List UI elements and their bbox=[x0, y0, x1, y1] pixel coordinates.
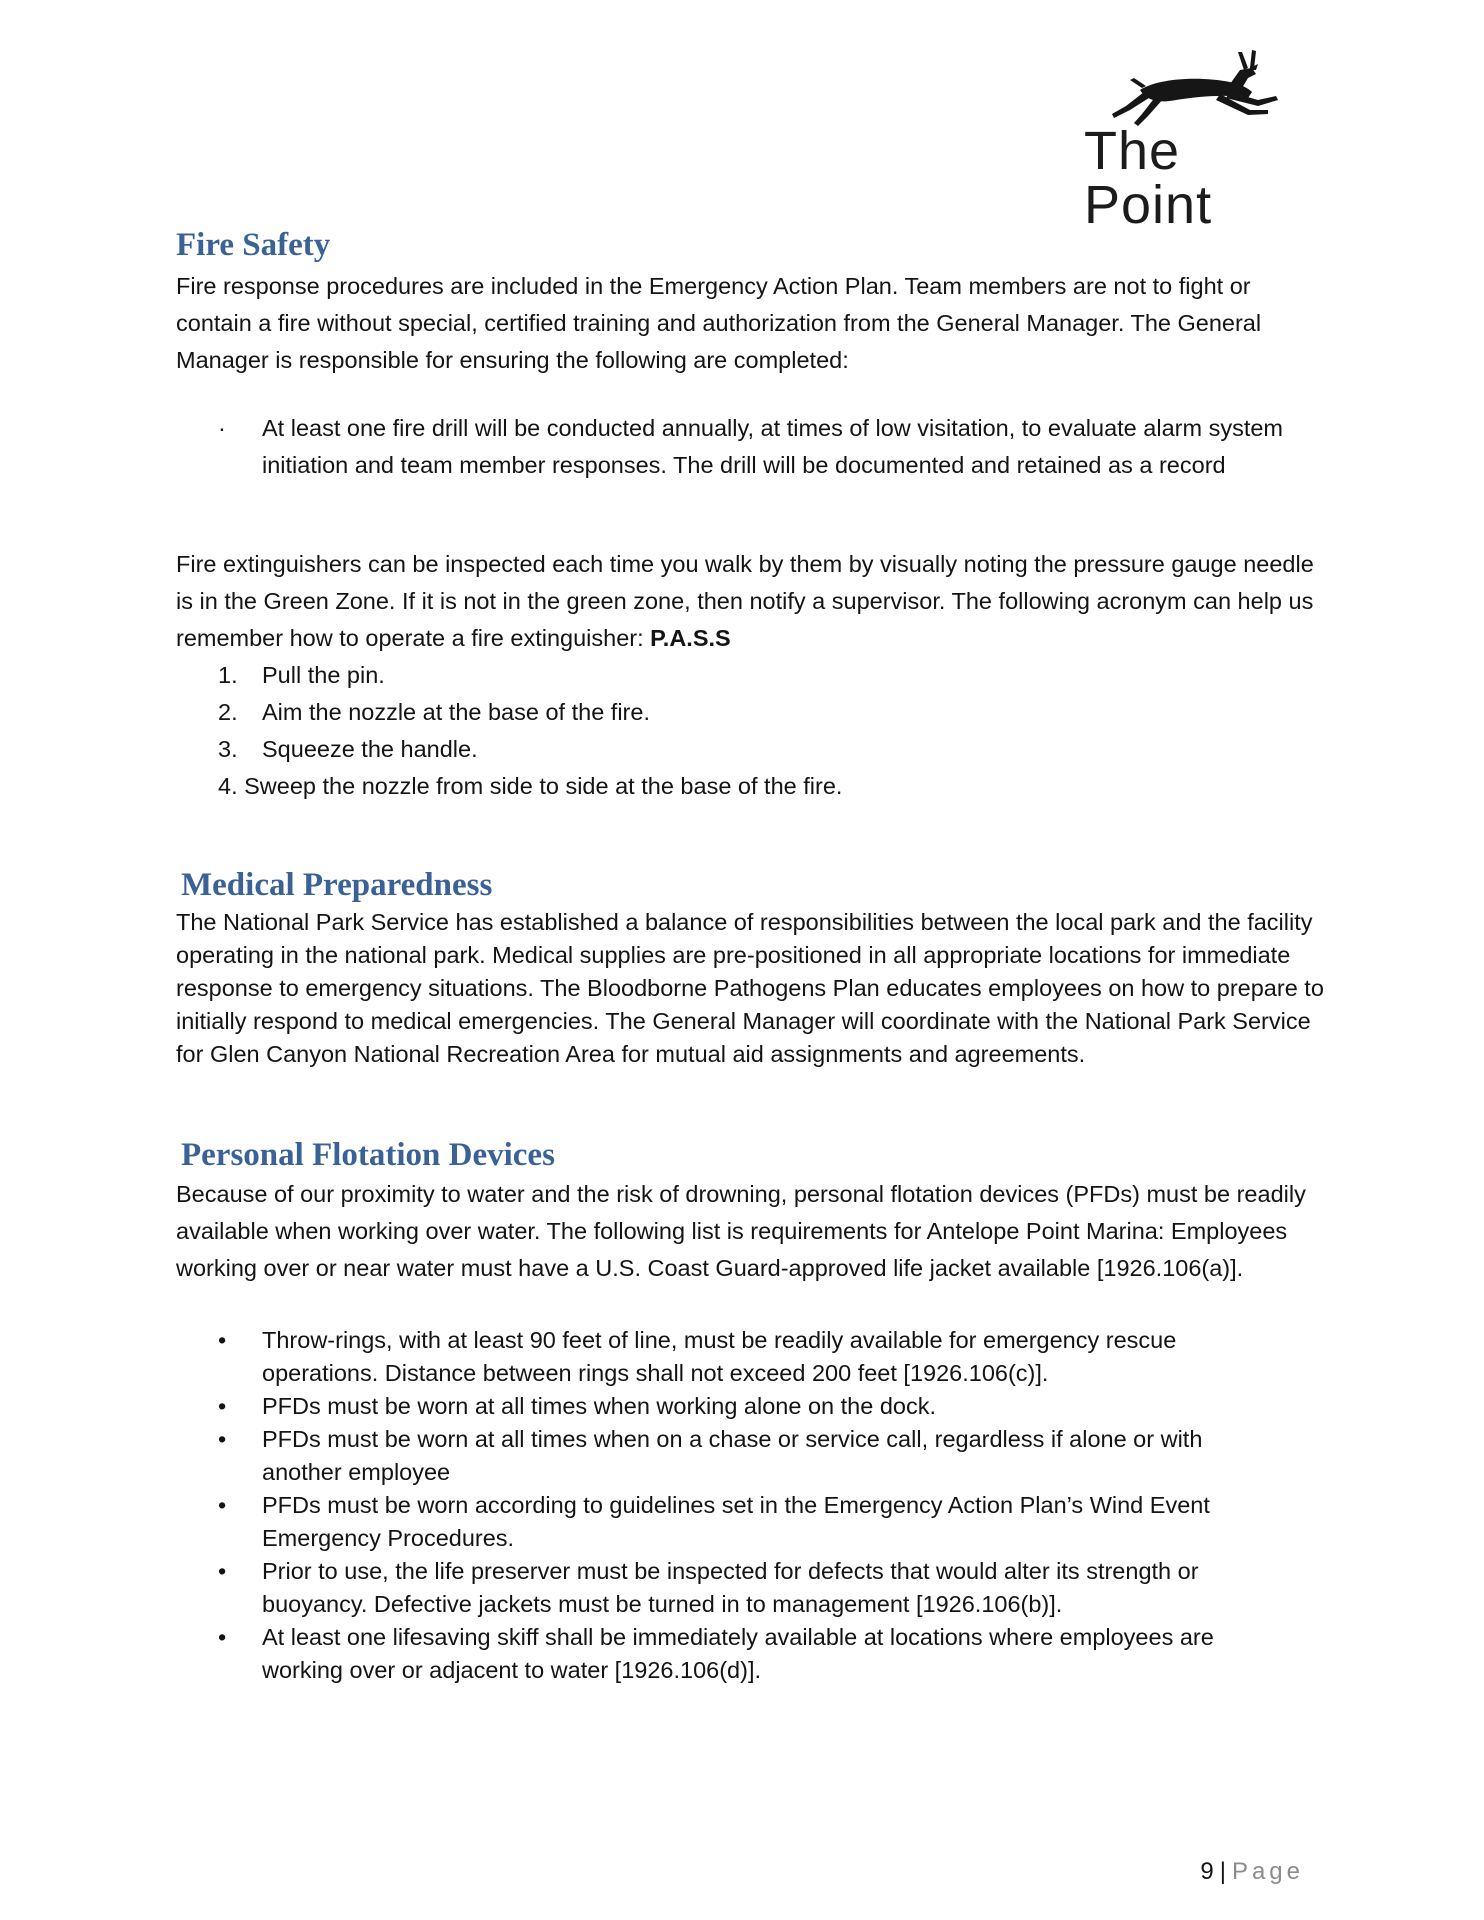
pfd-heading: Personal Flotation Devices bbox=[181, 1137, 555, 1173]
medical-preparedness-heading: Medical Preparedness bbox=[181, 867, 493, 903]
pfd-requirements-list bbox=[176, 1324, 1276, 1687]
list-item bbox=[176, 1555, 1276, 1621]
page-label: Page bbox=[1231, 1858, 1304, 1885]
list-item bbox=[176, 657, 1276, 694]
list-item bbox=[176, 731, 1276, 768]
list-item bbox=[176, 1489, 1276, 1555]
fire-safety-intro: Fire response procedures are included in the Emergency Action Plan. Team members are not to fight or contain a fire without special, certified training and authorization from the General Manager. The General Manager is responsible for ensuring the following are completed: bbox=[176, 273, 1262, 373]
bullet-marker: • bbox=[218, 1492, 227, 1518]
list-item bbox=[176, 694, 1276, 731]
step-number: 1. bbox=[218, 662, 238, 688]
medical-preparedness-paragraph: The National Park Service has established a balance of responsibilities between the local park and the facility operating in the national park. Medical supplies are pre-positioned in all appropriate locations for immediate response to emergency situations. The Bloodborne Pathogens Plan educates employees on how to prepare to initially respond to medical emergencies. The General Manager will coordinate with the National Park Service for Glen Canyon National Recreation Area for mutual aid assignments and agreements. bbox=[176, 909, 1324, 1067]
fire-safety-heading: Fire Safety bbox=[176, 227, 331, 263]
bullet-text: At least one lifesaving skiff shall be immediately available at locations where employees are working over or adjacent to water [1926.106(d)]. bbox=[262, 1624, 1214, 1683]
fire-extinguisher-paragraph bbox=[176, 546, 1326, 657]
company-logo bbox=[1080, 48, 1320, 235]
page-footer bbox=[1200, 1858, 1304, 1886]
fire-safety-bullet-list bbox=[176, 410, 1306, 484]
step-text: Pull the pin. bbox=[262, 662, 385, 688]
list-item bbox=[176, 410, 1306, 484]
bullet-text: PFDs must be worn at all times when on a chase or service call, regardless if alone or with another employee bbox=[262, 1426, 1203, 1485]
step-number: 3. bbox=[218, 736, 238, 762]
step-text: Aim the nozzle at the base of the fire. bbox=[262, 699, 650, 725]
page-separator: | bbox=[1219, 1858, 1226, 1885]
list-item bbox=[176, 1423, 1276, 1489]
bullet-text: PFDs must be worn according to guidelines set in the Emergency Action Plan’s Wind Event Emergency Procedures. bbox=[262, 1492, 1210, 1551]
bullet-text: PFDs must be worn at all times when working alone on the dock. bbox=[262, 1393, 936, 1419]
bullet-text: At least one fire drill will be conducted annually, at times of low visitation, to evaluate alarm system initiation and team member responses. The drill will be documented and retained as a record bbox=[262, 415, 1283, 478]
bullet-marker: · bbox=[218, 415, 226, 441]
pass-last-step: 4. Sweep the nozzle from side to side at the base of the fire. bbox=[218, 773, 843, 799]
bullet-marker: • bbox=[218, 1393, 227, 1419]
list-item bbox=[176, 1390, 1276, 1423]
list-item bbox=[176, 1621, 1276, 1687]
bullet-text: Prior to use, the life preserver must be inspected for defects that would alter its strength or buoyancy. Defective jackets must be turned in to management [1926.106(b)]. bbox=[262, 1558, 1199, 1617]
step-number: 2. bbox=[218, 699, 238, 725]
step-text: Squeeze the handle. bbox=[262, 736, 478, 762]
bullet-marker: • bbox=[218, 1624, 227, 1650]
bullet-marker: • bbox=[218, 1558, 227, 1584]
page-number: 9 bbox=[1200, 1858, 1214, 1885]
bullet-text: Throw-rings, with at least 90 feet of line, must be readily available for emergency rescue operations. Distance between rings shall not exceed 200 feet [1926.106(c)]. bbox=[262, 1327, 1177, 1386]
pfd-paragraph: Because of our proximity to water and the risk of drowning, personal flotation devices (PFDs) must be readily available when working over water. The following list is requirements for Antelope Point Marina: Employees working over or near water must have a U.S. Coast Guard-approved life jacket available [1926.106(a)]. bbox=[176, 1181, 1306, 1281]
pass-acronym: P.A.S.S bbox=[650, 625, 731, 651]
logo-wordmark: The Point bbox=[1084, 121, 1213, 235]
bullet-marker: • bbox=[218, 1426, 227, 1452]
list-item bbox=[176, 1324, 1276, 1390]
bullet-marker: • bbox=[218, 1327, 227, 1353]
pass-steps-list bbox=[176, 657, 1276, 768]
leaping-antelope-icon bbox=[1080, 48, 1320, 128]
extinguisher-text: Fire extinguishers can be inspected each time you walk by them by visually noting the pressure gauge needle is in the Green Zone. If it is not in the green zone, then notify a supervisor. The following acronym can help us remember how to operate a fire extinguisher: bbox=[176, 551, 1314, 651]
